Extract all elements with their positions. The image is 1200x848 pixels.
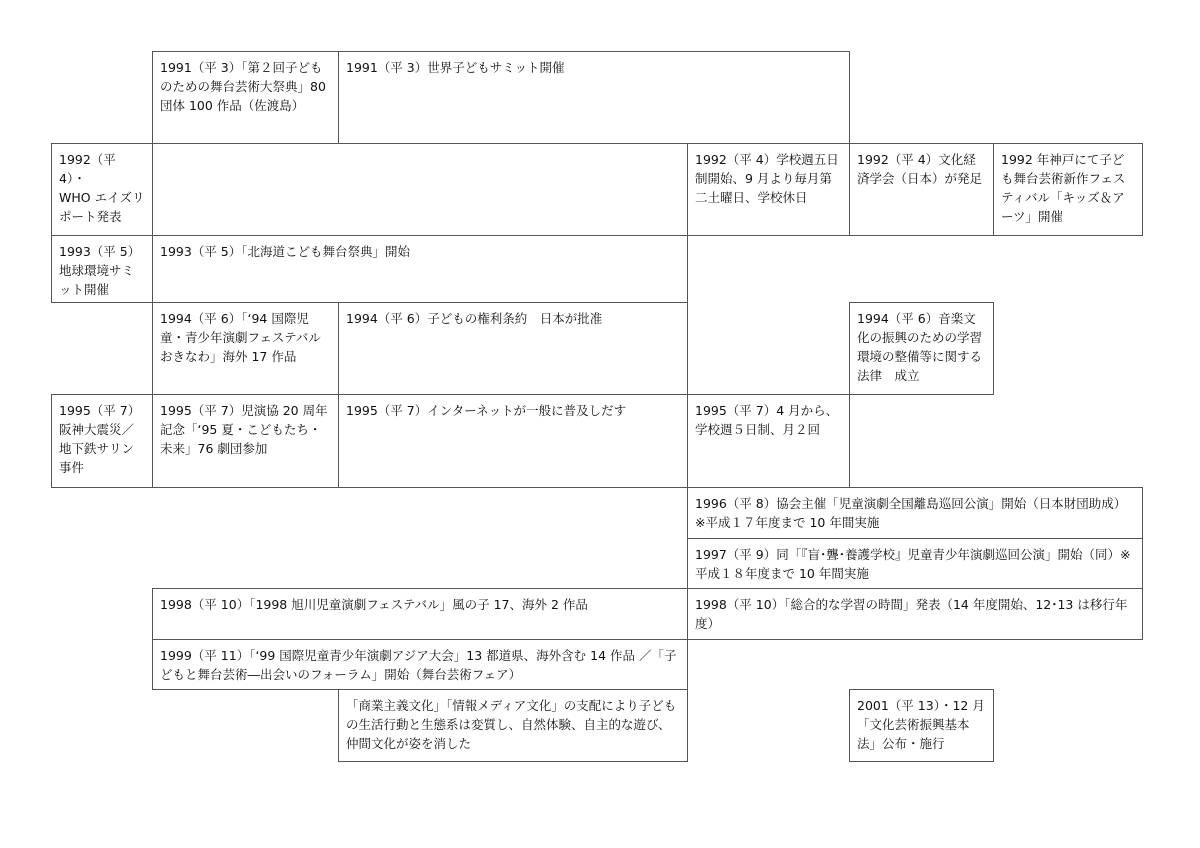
cell-1992-school-five-day: 1992（平 4）学校週五日制開始、9 月より毎月第二土曜日、学校休日 bbox=[687, 143, 850, 236]
cell-1991-stage-festival: 1991（平 3）「第２回子どものための舞台芸術大祭典」80 団体 100 作品（佐渡島） bbox=[152, 51, 339, 144]
cell-1993-hokkaido-festival: 1993（平 5）「北海道こども舞台祭典」開始 bbox=[152, 235, 688, 303]
cell-1997-special-school-tour: 1997（平 9）同「『盲･聾･養護学校』児童青少年演劇巡回公演」開始（同）※平成１８年度まで 10 年間実施 bbox=[687, 538, 1143, 589]
cell-1995-school-five-day: 1995（平 7）4 月から、学校週５日制、月２回 bbox=[687, 394, 850, 488]
cell-1991-children-summit: 1991（平 3）世界子どもサミット開催 bbox=[338, 51, 850, 144]
cell-1994-child-rights: 1994（平 6）子どもの権利条約 日本が批准 bbox=[338, 302, 688, 395]
cell-1992-empty bbox=[152, 143, 688, 236]
cell-1993-earth-summit: 1993（平 5） 地球環境サミット開催 bbox=[51, 235, 153, 303]
cell-1995-earthquake-sarin: 1995（平 7） 阪神大震災／地下鉄サリン事件 bbox=[51, 394, 153, 488]
cell-1996-island-tour: 1996（平 8）協会主催「児童演劇全国離島巡回公演」開始（日本財団助成）※平成１７年度まで 10 年間実施 bbox=[687, 487, 1143, 539]
cell-1992-kobe-festival: 1992 年神戸にて子ども舞台芸術新作フェスティバル「キッズ＆アーツ」開催 bbox=[993, 143, 1143, 236]
cell-2001-arts-law: 2001（平 13）・12 月「文化芸術振興基本法」公布・施行 bbox=[849, 689, 994, 762]
cell-1995-jidoukyou-anniversary: 1995（平 7）児演協 20 周年記念「‘95 夏・こどもたち・未来」76 劇団参加 bbox=[152, 394, 339, 488]
cell-1992-who-report: 1992（平 4）・ WHO エイズリポート発表 bbox=[51, 143, 153, 236]
cell-1994-okinawa-festival: 1994（平 6）「‘94 国際児童・青少年演劇フェステバルおきなわ」海外 17 作品 bbox=[152, 302, 339, 395]
cell-1999-asia-festival: 1999（平 11）「‘99 国際児童青少年演劇アジア大会」13 都道県、海外含む 14 作品 ／「子どもと舞台芸術―出会いのフォーラム」開始（舞台芸術フェア） bbox=[152, 639, 688, 690]
cell-1994-music-law: 1994（平 6）音楽文化の振興のための学習環境の整備等に関する法律 成立 bbox=[849, 302, 994, 395]
cell-1995-internet: 1995（平 7）インターネットが一般に普及しだす bbox=[338, 394, 688, 488]
cell-1998-asahikawa-festival: 1998（平 10）「1998 旭川児童演劇フェステバル」風の子 17、海外 2 作品 bbox=[152, 588, 688, 640]
cell-media-culture: 「商業主義文化」「情報メディア文化」の支配により子どもの生活行動と生態系は変質し、自然体験、自主的な遊び、仲間文化が姿を消した bbox=[338, 689, 688, 762]
cell-1992-cultural-economics: 1992（平 4）文化経済学会（日本）が発足 bbox=[849, 143, 994, 236]
cell-1998-integrated-study: 1998（平 10）「総合的な学習の時間」発表（14 年度開始、12･13 は移行年度） bbox=[687, 588, 1143, 640]
